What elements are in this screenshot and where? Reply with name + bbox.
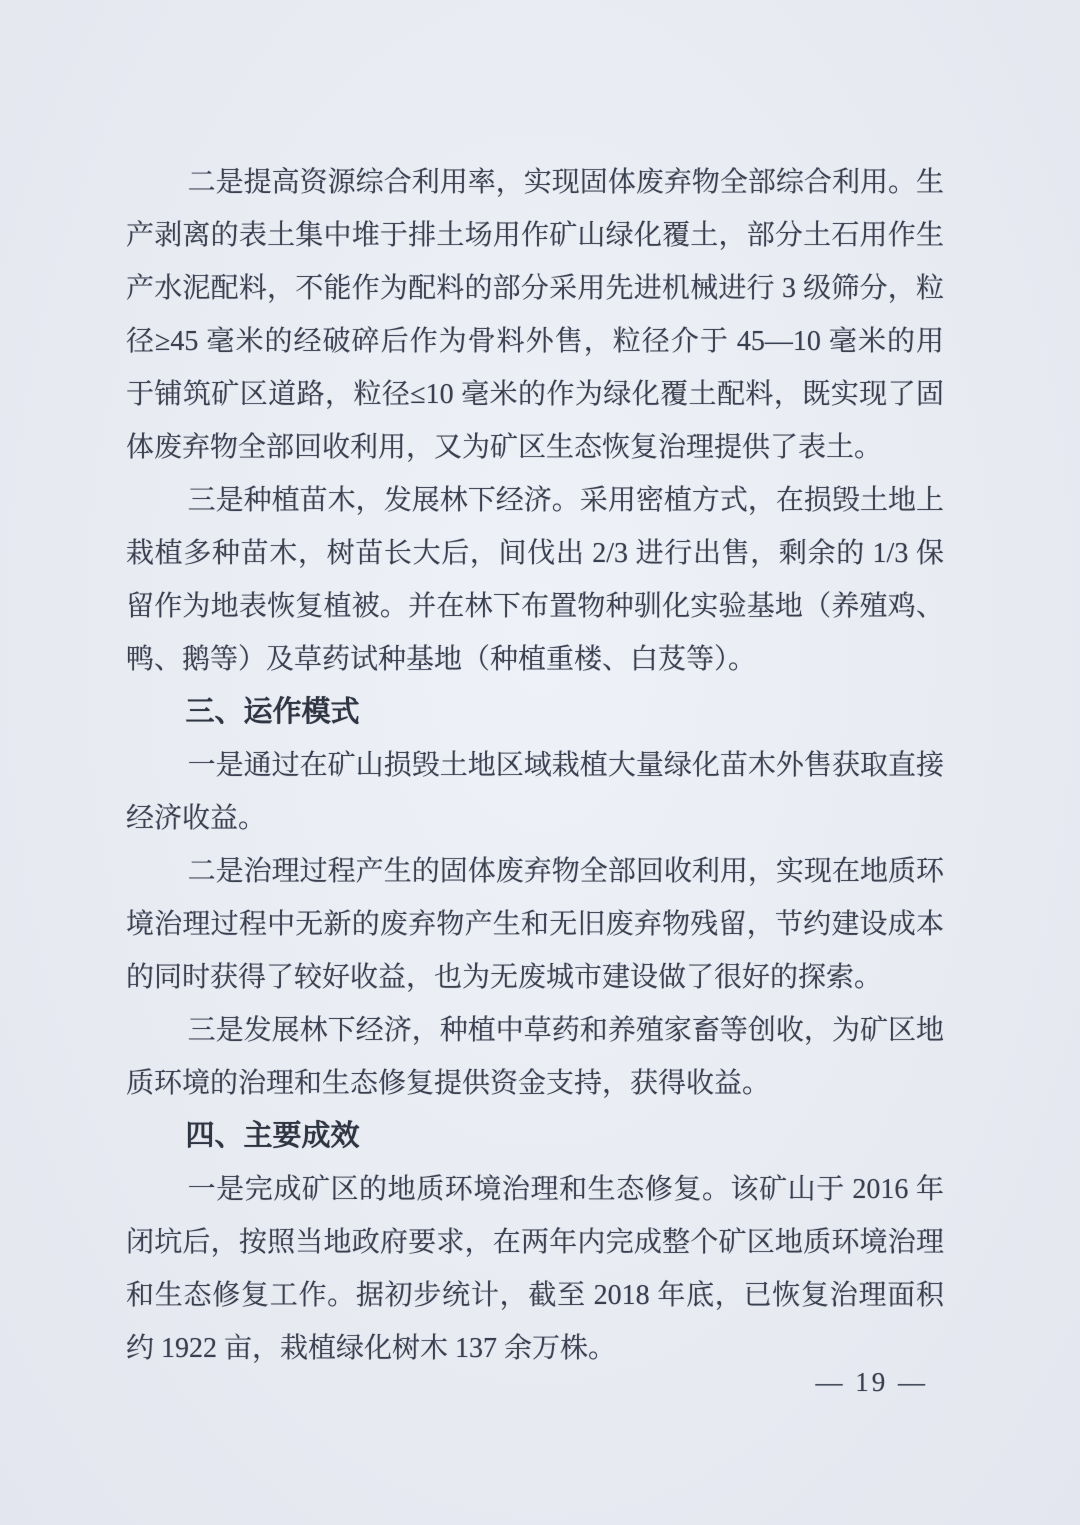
paragraph-restoration-results: 一是完成矿区的地质环境治理和生态修复。该矿山于 2016 年闭坑后，按照当地政府要求，在两年内完成整个矿区地质环境治理和生态修复工作。据初步统计，截至 2018 年底，已恢复治理面积约 1922 亩，栽植绿化树木 137 余万株。 — [126, 1174, 944, 1364]
paragraph-waste-recycling: 二是治理过程产生的固体废弃物全部回收利用，实现在地质环境治理过程中无新的废弃物产生和无旧废弃物残留，节约建设成本的同时获得了较好收益，也为无废城市建设做了很好的探索。 — [126, 856, 944, 993]
document-text-block — [126, 156, 944, 1375]
section-heading-main-results: 四、主要成效 — [185, 1120, 360, 1152]
paragraph-forest-economy: 三是发展林下经济，种植中草药和养殖家畜等创收，为矿区地质环境的治理和生态修复提供资金支持，获得收益。 — [126, 1015, 944, 1099]
paragraph-direct-income: 一是通过在矿山损毁土地区域栽植大量绿化苗木外售获取直接经济收益。 — [126, 750, 944, 834]
paragraph-seedling-planting: 三是种植苗木，发展林下经济。采用密植方式，在损毁土地上栽植多种苗木，树苗长大后，间伐出 2/3 进行出售，剩余的 1/3 保留作为地表恢复植被。并在林下布置物种驯化实验基地（养殖鸡、鸭、鹅等）及草药试种基地（种植重楼、白芨等）。 — [126, 485, 944, 675]
section-heading-operation-model: 三、运作模式 — [185, 696, 360, 728]
page-number: — 19 — — [815, 1367, 928, 1397]
paragraph-resource-utilization: 二是提高资源综合利用率，实现固体废弃物全部综合利用。生产剥离的表土集中堆于排土场用作矿山绿化覆土，部分土石用作生产水泥配料，不能作为配料的部分采用先进机械进行 3 级筛分，粒径≥45 毫米的经破碎后作为骨料外售，粒径介于 45—10 毫米的用于铺筑矿区道路，粒径≤10 毫米的作为绿化覆土配料，既实现了固体废弃物全部回收利用，又为矿区生态恢复治理提供了表土。 — [126, 167, 944, 463]
